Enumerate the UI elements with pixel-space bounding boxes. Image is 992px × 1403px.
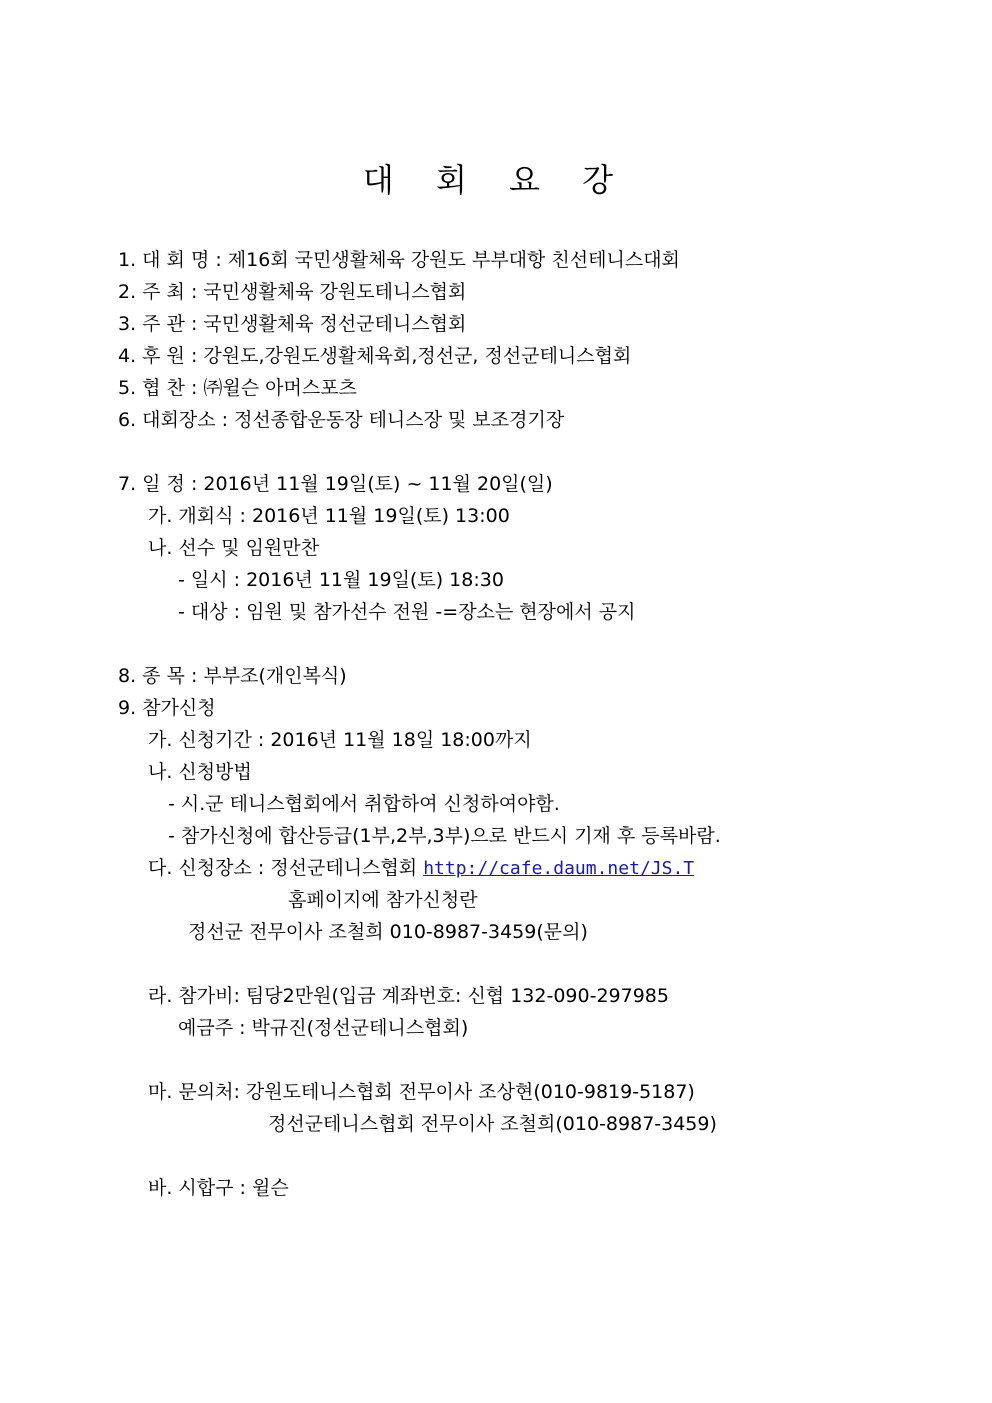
item-registration-method: 나. 신청방법 bbox=[148, 761, 252, 783]
item-registration: 9. 참가신청 bbox=[118, 697, 216, 719]
item-registration-place-cont: 홈페이지에 참가신청란 bbox=[288, 889, 478, 911]
item-registration-place bbox=[148, 855, 694, 882]
registration-place-label: 다. 신청장소 : 정선군테니스협회 bbox=[148, 857, 424, 879]
item-opening-ceremony: 가. 개회식 : 2016년 11월 19일(토) 13:00 bbox=[148, 505, 510, 527]
item-host: 2. 주 최 : 국민생활체육 강원도테니스협회 bbox=[118, 281, 467, 303]
item-registration-contact: 정선군 전무이사 조철희 010-8987-3459(문의) bbox=[188, 921, 588, 943]
item-schedule: 7. 일 정 : 2016년 11월 19일(토) ~ 11월 20일(일) bbox=[118, 473, 553, 495]
item-category: 8. 종 목 : 부부조(개인복식) bbox=[118, 665, 347, 687]
item-dinner-time: - 일시 : 2016년 11월 19일(토) 18:30 bbox=[178, 569, 504, 591]
item-entry-fee: 라. 참가비: 팀당2만원(입금 계좌번호: 신협 132-090-297985 bbox=[148, 985, 669, 1007]
item-event-name: 1. 대 회 명 : 제16회 국민생활체육 강원도 부부대항 친선테니스대회 bbox=[118, 249, 680, 271]
item-dinner: 나. 선수 및 임원만찬 bbox=[148, 537, 319, 559]
item-official-ball: 바. 시합구 : 윌슨 bbox=[148, 1177, 289, 1199]
item-cosponsor: 5. 협 찬 : ㈜윌슨 아머스포츠 bbox=[118, 377, 357, 399]
item-account-holder: 예금주 : 박규진(정선군테니스협회) bbox=[178, 1017, 469, 1039]
cafe-link[interactable]: http://cafe.daum.net/JS.T bbox=[423, 858, 695, 879]
item-sponsor: 4. 후 원 : 강원도,강원도생활체육회,정선군, 정선군테니스협회 bbox=[118, 345, 632, 367]
item-inquiry-cont: 정선군테니스협회 전무이사 조철희(010-8987-3459) bbox=[268, 1113, 717, 1135]
item-venue: 6. 대회장소 : 정선종합운동장 테니스장 및 보조경기장 bbox=[118, 409, 565, 431]
document-title: 대 회 요 강 bbox=[362, 161, 630, 199]
item-method-1: - 시.군 테니스협회에서 취합하여 신청하여야함. bbox=[168, 793, 560, 815]
item-inquiry: 마. 문의처: 강원도테니스협회 전무이사 조상현(010-9819-5187) bbox=[148, 1081, 695, 1103]
item-dinner-target: - 대상 : 임원 및 참가선수 전원 -=장소는 현장에서 공지 bbox=[178, 601, 636, 623]
item-registration-period: 가. 신청기간 : 2016년 11월 18일 18:00까지 bbox=[148, 729, 532, 751]
item-organizer: 3. 주 관 : 국민생활체육 정선군테니스협회 bbox=[118, 313, 467, 335]
item-method-2: - 참가신청에 합산등급(1부,2부,3부)으로 반드시 기재 후 등록바람. bbox=[168, 825, 721, 847]
